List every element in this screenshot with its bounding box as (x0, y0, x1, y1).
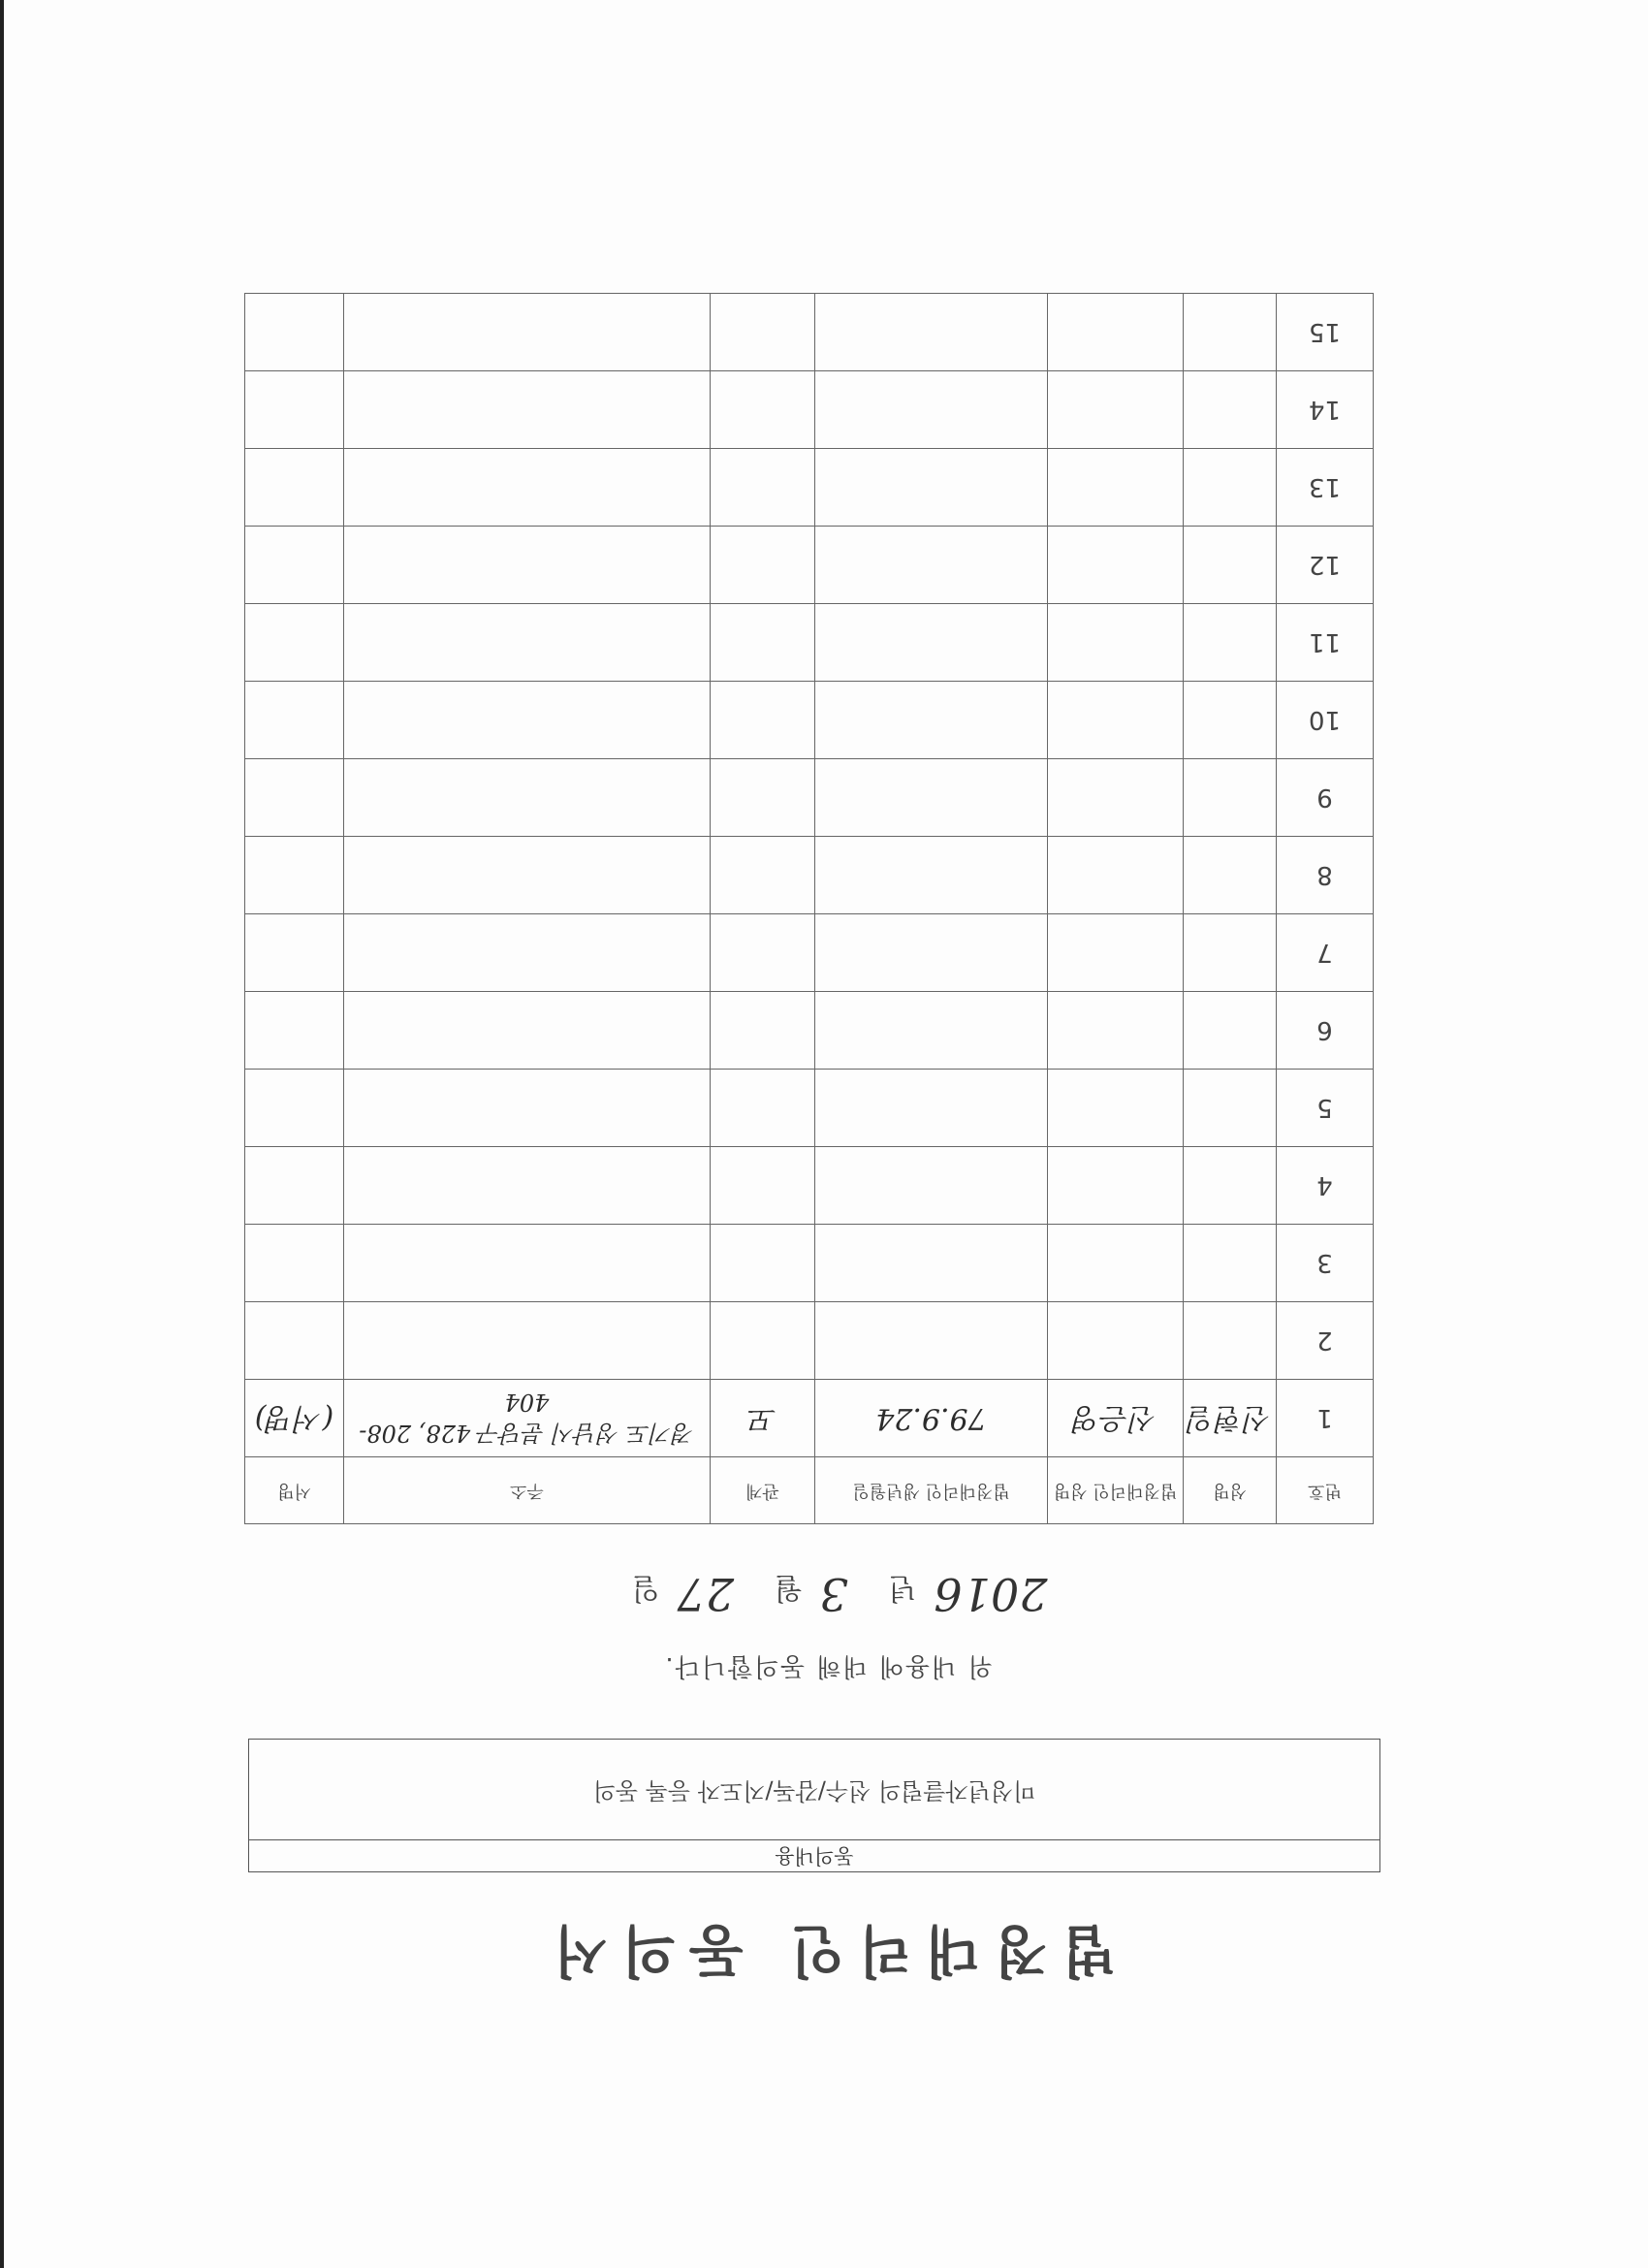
header-name: 성명 (1184, 1457, 1277, 1524)
guardian-signature (245, 914, 344, 992)
guardian-relation: 모 (711, 1380, 815, 1457)
guardian-birthdate (815, 759, 1048, 837)
player-name (1184, 1070, 1277, 1147)
guardian-relation (711, 604, 815, 682)
guardian-relation (711, 1147, 815, 1225)
row-number: 11 (1277, 604, 1374, 682)
guardian-relation (711, 371, 815, 449)
table-row (245, 294, 1374, 371)
guardian-signature (245, 449, 344, 527)
guardian-address (344, 1302, 711, 1380)
guardian-birthdate (815, 914, 1048, 992)
player-name (1184, 449, 1277, 527)
guardian-signature (245, 1302, 344, 1380)
table-row (245, 1070, 1374, 1147)
guardian-relation (711, 449, 815, 527)
guardian-address (344, 837, 711, 914)
guardian-signature (245, 527, 344, 604)
consent-box (248, 1739, 1380, 1872)
guardian-birthdate: 79.9.24 (815, 1380, 1048, 1457)
table-header-row (245, 1457, 1374, 1524)
guardian-relation (711, 527, 815, 604)
guardian-name (1048, 371, 1184, 449)
table-row (245, 1302, 1374, 1380)
guardian-relation (711, 294, 815, 371)
upside-down-document (4, 0, 1648, 2268)
guardian-address (344, 759, 711, 837)
guardian-birthdate (815, 837, 1048, 914)
table-row (245, 604, 1374, 682)
table-row (245, 914, 1374, 992)
guardian-birthdate (815, 1147, 1048, 1225)
row-number: 12 (1277, 527, 1374, 604)
guardian-birthdate (815, 449, 1048, 527)
header-number: 번호 (1277, 1457, 1374, 1524)
guardian-address (344, 449, 711, 527)
player-name (1184, 1225, 1277, 1302)
header-guardian-birthdate: 법정대리인 생년월일 (815, 1457, 1048, 1524)
row-number: 6 (1277, 992, 1374, 1070)
player-name (1184, 527, 1277, 604)
guardian-name (1048, 992, 1184, 1070)
guardian-birthdate (815, 371, 1048, 449)
row-number: 15 (1277, 294, 1374, 371)
row-number: 9 (1277, 759, 1374, 837)
date-year: 2016 (934, 1568, 1048, 1620)
table-body (245, 294, 1374, 1457)
guardian-name (1048, 294, 1184, 371)
guardian-signature (245, 1225, 344, 1302)
guardian-relation (711, 914, 815, 992)
date-day: 27 (677, 1568, 735, 1620)
guardian-name (1048, 914, 1184, 992)
row-number: 1 (1277, 1380, 1374, 1457)
guardian-name (1048, 449, 1184, 527)
table-row (245, 1380, 1374, 1457)
table-row (245, 759, 1374, 837)
table-row (245, 992, 1374, 1070)
table-row (245, 371, 1374, 449)
guardian-name (1048, 759, 1184, 837)
guardian-name (1048, 682, 1184, 759)
guardian-address (344, 1070, 711, 1147)
row-number: 14 (1277, 371, 1374, 449)
guardian-name (1048, 604, 1184, 682)
guardian-address (344, 992, 711, 1070)
guardian-birthdate (815, 1070, 1048, 1147)
guardian-signature (245, 682, 344, 759)
guardian-relation (711, 759, 815, 837)
header-guardian-name: 법정대리인 성명 (1048, 1457, 1184, 1524)
player-name (1184, 1147, 1277, 1225)
guardian-name (1048, 1302, 1184, 1380)
guardian-birthdate (815, 604, 1048, 682)
guardian-signature (245, 371, 344, 449)
guardian-signature: (서명) (245, 1380, 344, 1457)
guardian-relation (711, 1225, 815, 1302)
guardian-signature (245, 604, 344, 682)
guardian-relation (711, 1302, 815, 1380)
agreement-statement: 위 내용에 대해 동의합니다. (663, 1651, 993, 1680)
player-name (1184, 914, 1277, 992)
table-row (245, 449, 1374, 527)
row-number: 13 (1277, 449, 1374, 527)
guardian-address (344, 294, 711, 371)
player-name (1184, 992, 1277, 1070)
guardian-name: 신은영 (1048, 1380, 1184, 1457)
consent-header: 동의내용 (249, 1839, 1379, 1871)
signing-date (4, 1568, 1648, 1620)
table-row (245, 1147, 1374, 1225)
guardian-birthdate (815, 294, 1048, 371)
guardian-name (1048, 837, 1184, 914)
guardian-table (244, 293, 1374, 1524)
date-day-unit: 일 (631, 1571, 660, 1605)
guardian-address (344, 1147, 711, 1225)
guardian-birthdate (815, 1302, 1048, 1380)
guardian-address (344, 371, 711, 449)
document-title: 법정대리인 동의서 (539, 1918, 1117, 1984)
player-name (1184, 1302, 1277, 1380)
table-row (245, 682, 1374, 759)
date-month-unit: 월 (774, 1571, 803, 1605)
header-signature: 서명 (245, 1457, 344, 1524)
header-relation: 관계 (711, 1457, 815, 1524)
guardian-signature (245, 759, 344, 837)
player-name (1184, 371, 1277, 449)
guardian-name (1048, 1225, 1184, 1302)
guardian-name (1048, 527, 1184, 604)
guardian-signature (245, 992, 344, 1070)
guardian-birthdate (815, 682, 1048, 759)
guardian-address (344, 527, 711, 604)
guardian-birthdate (815, 1225, 1048, 1302)
guardian-address (344, 682, 711, 759)
guardian-address (344, 1225, 711, 1302)
header-address: 주소 (344, 1457, 711, 1524)
row-number: 7 (1277, 914, 1374, 992)
player-name (1184, 604, 1277, 682)
guardian-birthdate (815, 527, 1048, 604)
row-number: 3 (1277, 1225, 1374, 1302)
date-year-unit: 년 (888, 1571, 917, 1605)
date-month: 3 (819, 1568, 848, 1620)
row-number: 10 (1277, 682, 1374, 759)
guardian-signature (245, 1147, 344, 1225)
guardian-address (344, 604, 711, 682)
row-number: 4 (1277, 1147, 1374, 1225)
player-name (1184, 294, 1277, 371)
guardian-name (1048, 1147, 1184, 1225)
player-name: 신현일 (1184, 1380, 1277, 1457)
table-row (245, 1225, 1374, 1302)
row-number: 2 (1277, 1302, 1374, 1380)
guardian-relation (711, 992, 815, 1070)
row-number: 5 (1277, 1070, 1374, 1147)
guardian-signature (245, 837, 344, 914)
guardian-birthdate (815, 992, 1048, 1070)
player-name (1184, 759, 1277, 837)
guardian-relation (711, 1070, 815, 1147)
guardian-address: 경기도 성남시 분당구 428, 208-404 (344, 1380, 711, 1457)
guardian-name (1048, 1070, 1184, 1147)
player-name (1184, 837, 1277, 914)
guardian-address (344, 914, 711, 992)
guardian-relation (711, 837, 815, 914)
table-row (245, 527, 1374, 604)
table-row (245, 837, 1374, 914)
guardian-signature (245, 1070, 344, 1147)
consent-text: 미성년자클럽의 선수/감독/지도자 등록 동의 (592, 1777, 1036, 1805)
guardian-signature (245, 294, 344, 371)
player-name (1184, 682, 1277, 759)
row-number: 8 (1277, 837, 1374, 914)
guardian-relation (711, 682, 815, 759)
